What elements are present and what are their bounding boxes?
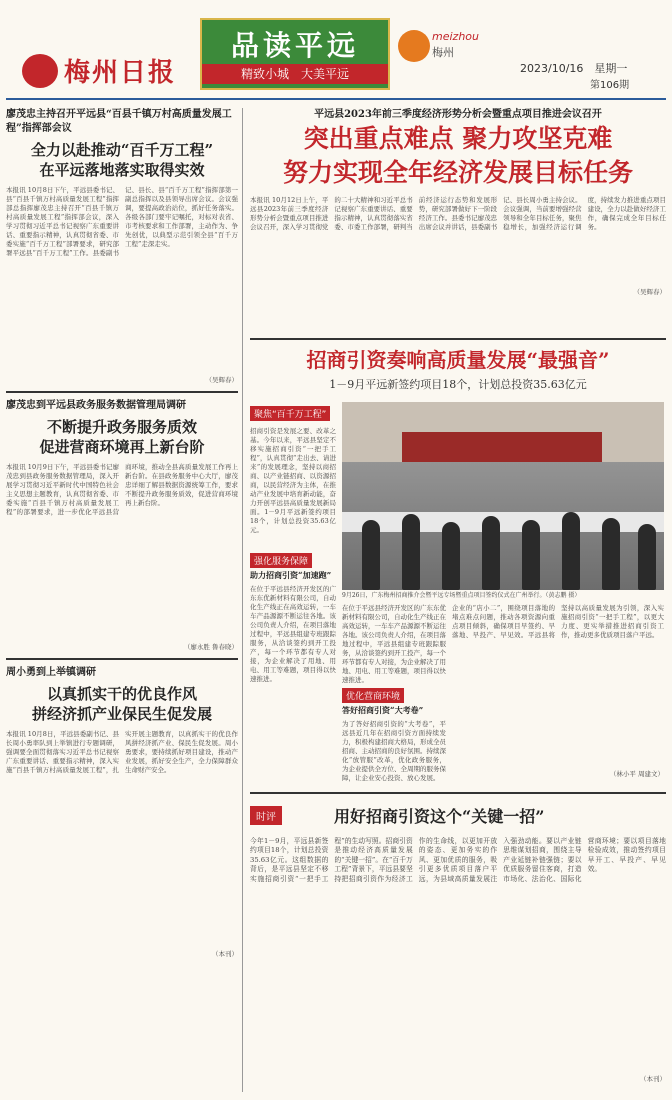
article-2 — [6, 399, 238, 652]
feature-intro: 招商引资是发展之要、改革之基。今年以来，平远县坚定不移实施招商引资“一把手工程”，认真贯彻“走出去、请进来”的发展理念，坚持以商招商、以产业链招商、以资源招商，以民营经济为主体，在推动产业发展中培育新动能，奋力开创平远县高质量发展新局面。1－9月平远新签约项目18个，计划总投资35.63亿元。 — [250, 427, 336, 534]
feature-byline: （林小平 周建文） — [609, 770, 664, 778]
section-2-title: 答好招商引资“大考卷” — [342, 705, 424, 715]
article-1-byline: （吴辉春） — [205, 376, 238, 384]
top-story-byline: （吴辉春） — [633, 288, 666, 296]
top-story-title-2: 努力实现全年经济发展目标任务 — [282, 158, 633, 187]
city-logo-icon — [398, 30, 430, 62]
article-divider — [6, 658, 238, 660]
top-story — [250, 108, 666, 297]
article-1-kicker: 廖茂忠主持召开平远县“百县千镇万村高质量发展工程”指挥部会议 — [6, 109, 232, 134]
article-3 — [6, 666, 238, 959]
section-1-label: 强化服务保障 — [250, 553, 312, 568]
article-2-title-2: 促进营商环境再上新台阶 — [39, 438, 205, 456]
article-2-kicker: 廖茂忠到平远县政务服务数据管理局调研 — [6, 400, 186, 411]
commentary-tag: 时评 — [250, 806, 282, 825]
section-1-body: 在位于平远县经济开发区的广东东优新材料有限公司，自动化生产线正在高效运转，一车车产品源源不断运往各地。该公司负责人介绍，在项目落地过程中，平远县组建专班跟踪服务，从洽谈签约到开工投产，每一个环节都有专人对接，为企业解决了用地、用电、用工等难题，项目得以快速推进。 — [250, 585, 336, 683]
top-story-kicker: 平远县2023年前三季度经济形势分析会暨重点项目推进会议召开 — [314, 109, 602, 120]
section-rule — [250, 338, 666, 340]
article-1-body: 本报讯 10月8日下午，平远县委书记、县“百县千镇万村高质量发展工程”指挥部总指挥廖茂忠主持召开“百县千镇万村高质量发展工程”指挥部会议，深入学习贯彻习近平总书记视察广东重要讲话、重要指示精神，认真贯彻省委、市委实施“百千万工程”部署要求，研究部署平远县“百千万工程”工作。县委副书记、县长、县“百千万工程”指挥部第一副总指挥以及县领导出席会议。会议强调，要提高政治站位，抓好任务落实。各级各部门要牢记嘱托，对标对表省、市考核要求和工作部署，主动作为、争先创优，以典型示范引领全县“百千万工程”走深走实。 — [6, 186, 238, 257]
article-2-body: 本报讯 10月9日下午，平远县委书记廖茂忠到县政务服务数据管理局，深入开展学习贯彻习近平新时代中国特色社会主义思想主题教育，认真贯彻省委、市委实施“百县千镇万村高质量发展工程”的部署要求，进一步优化平远县营商环境，推动全县高质量发展工作再上新台阶。在县政务服务中心大厅，廖茂忠详细了解县数据资源统筹工作，要求不断提升政务服务质效，促进营商环境再上新台阶。 — [6, 463, 238, 516]
article-1 — [6, 108, 238, 385]
newspaper-logo-icon — [22, 54, 58, 88]
article-3-kicker: 周小勇到上举镇调研 — [6, 667, 96, 678]
newspaper-name: 梅州日报 — [64, 58, 177, 88]
article-3-title-2: 拼经济抓产业保民生促发展 — [31, 705, 212, 723]
feature-story — [250, 346, 666, 392]
top-story-title-1: 突出重点难点 聚力攻坚克难 — [303, 124, 613, 153]
section-brand-slogan: 精致小城 大美平远 — [202, 64, 388, 84]
article-3-byline: （本刊） — [212, 950, 238, 958]
feature-subtitle: 1－9月平远新签约项目18个，计划总投资35.63亿元 — [329, 378, 587, 391]
column-rule — [242, 108, 243, 1092]
article-2-byline: （廖永胜 鲁春晓） — [183, 643, 238, 651]
feature-right-body: 企业的“店小二”，围绕项目落地的堵点难点问题，推动各项资源向重点项目倾斜，确保项目早签约、早落地、早投产、早见效。平远县将坚持以高质量发展为引领，深入实施招商引资“一把手工程”，以更大力度、更实举措推进招商引资工作，推动更多优质项目落户平远。 — [452, 604, 664, 639]
section-rule — [250, 792, 666, 794]
feature-left-column — [250, 402, 336, 725]
feature-mid-body: 在位于平远县经济开发区的广东东优新材料有限公司，自动化生产线正在高效运转，一车车产品源源不断运往各地。该公司负责人介绍，在项目落地过程中，平远县组建专班跟踪服务，从洽谈签约到开工投产，每一个环节都有专人对接，为企业解决了用地、用电、用工等难题，项目得以快速推进。 — [342, 604, 446, 684]
issue-number: 第106期 — [590, 80, 630, 91]
section-1-title: 助力招商引资“加速跑” — [250, 570, 332, 580]
city-name-en: meizhou — [432, 30, 479, 43]
article-divider — [6, 391, 238, 393]
section-brand-title: 品读平远 — [230, 29, 359, 62]
feature-photo — [342, 402, 664, 590]
section-brand — [200, 18, 390, 90]
section-2-body: 为了答好招商引资的“大考卷”，平远县近几年在招商引资方面持续发力，积极构建招商大格局，形成全员招商、主动招商的良好氛围。持续深化“放管服”改革，优化政务服务，为企业提供全方位、全周期的服务保障，让企业安心投资、放心发展。 — [342, 720, 446, 782]
article-2-title-1: 不断提升政务服务质效 — [46, 418, 197, 436]
commentary-byline: （本刊） — [640, 1075, 666, 1083]
masthead-rule — [6, 98, 666, 100]
article-1-title-2: 在平远落地落实取得实效 — [39, 161, 205, 179]
article-3-body: 本报讯 10月8日，平远县委副书记、县长周小勇率队到上举镇进行专题调研，强调要全面贯彻落实习近平总书记视察广东重要讲话、重要指示精神，深入实施“百县千镇万村高质量发展工程”，扎实开展主题教育，以真抓实干的优良作风拼经济抓产业、保民生促发展。周小勇要求，要持续抓好项目建设，推动产业发展，抓好安全生产，全力保障群众生命财产安全。 — [6, 730, 238, 774]
commentary-title: 用好招商引资这个“关键一招” — [334, 807, 545, 826]
article-3-title-1: 以真抓实干的优良作风 — [46, 685, 197, 703]
issue-date: 2023/10/16 星期一 — [520, 62, 628, 75]
left-column — [6, 108, 238, 959]
feature-mid-column — [342, 604, 446, 782]
feature-right-column — [452, 604, 664, 779]
masthead — [0, 0, 672, 98]
feature-title: 招商引资奏响高质量发展“最强音” — [306, 348, 610, 372]
commentary-body: 今年1－9月，平远县新签约项目18个，计划总投资35.63亿元。这组数据的背后，是平远县坚定不移实施招商引资“一把手工程”的生动写照。招商引资是推动经济高质量发展的“关键一招”。在“百千万工程”背景下，平远县要坚持把招商引资作为经济工作的生命线，以更加开放的姿态、更加务实的作风、更加优质的服务，吸引更多优质项目落户平远，为县域高质量发展注入强劲动能。要以产业链思维谋划招商，围绕主导产业延链补链强链；要以优质服务留住客商，打造市场化、法治化、国际化营商环境；要以项目落地检验成效，推动签约项目早开工、早投产、早见效。 — [250, 837, 666, 883]
top-story-body: 本报讯 10月12日上午，平远县2023年前三季度经济形势分析会暨重点项目推进会议召开，深入学习贯彻党的二十大精神和习近平总书记视察广东重要讲话、重要指示精神，认真贯彻落实省委、市委工作部署，研判当前经济运行态势和发展形势，研究部署做好下一阶段经济工作。县委书记廖茂忠出席会议并讲话，县委副书记、县长周小勇主持会议。会议强调，当前要增强经营领导和全年目标任务，聚焦稳增长，加强经济运行调度，持续发力推进重点项目建设，全力以赴做好经济工作，确保完成全年目标任务。 — [250, 196, 666, 231]
section-2-label: 优化营商环境 — [342, 688, 404, 703]
city-name-cn: 梅州 — [432, 46, 454, 59]
photo-caption: 9月26日，广东梅州招商推介会暨平远专场暨重点项目签约仪式在广州举行。（黄志鹏 摄） — [342, 592, 581, 599]
feature-tag: 聚焦“百千万工程” — [250, 406, 330, 421]
article-1-title-1: 全力以赴推动“百千万工程” — [30, 141, 214, 159]
commentary — [250, 804, 666, 1084]
